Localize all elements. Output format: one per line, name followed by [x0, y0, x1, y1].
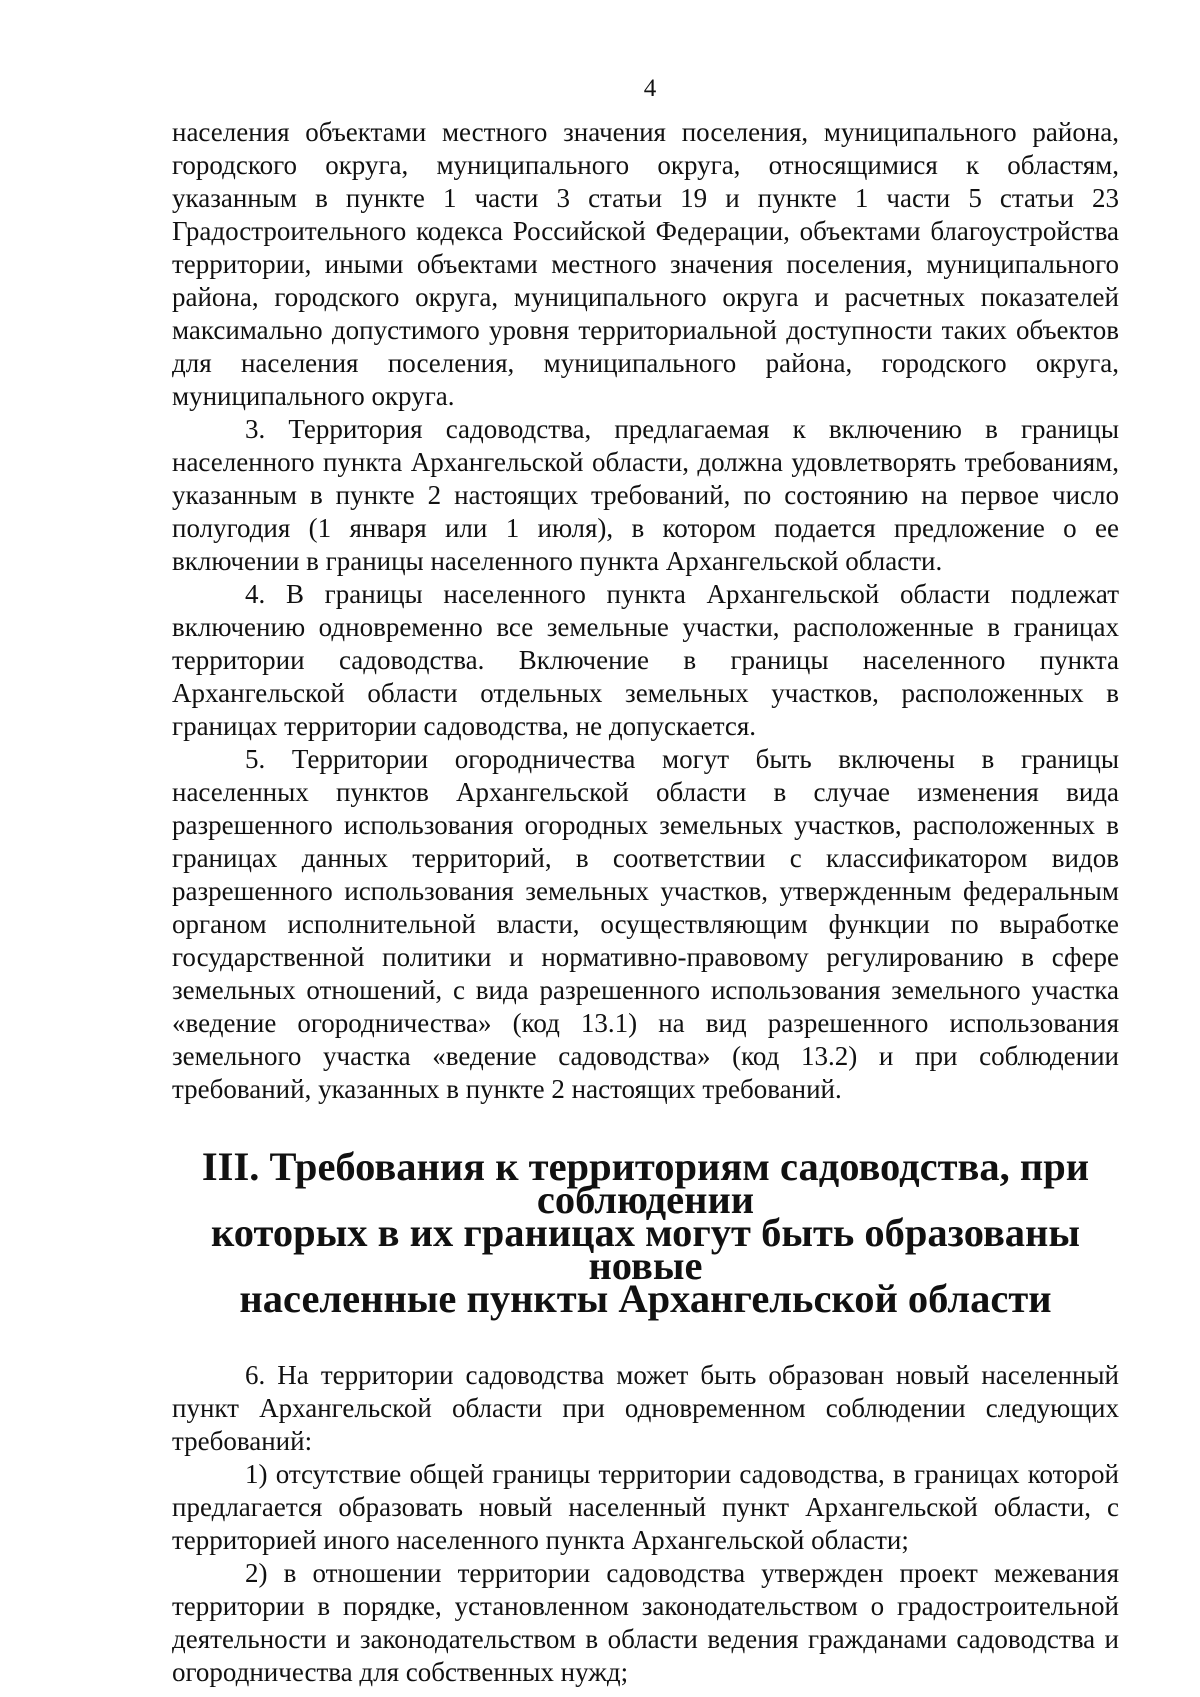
section-heading-line-3: населенные пункты Архангельской области: [239, 1276, 1052, 1321]
paragraph-item-6: 6. На территории садоводства может быть образован новый населенный пункт Архангельской области при одновременном соблюдении следующих требований:: [172, 1360, 1119, 1456]
paragraph-continuation: населения объектами местного значения поселения, муниципального района, городского округа, муниципального округа, относящимися к областям, указанным в пункте 1 части 3 статьи 19 и пункте 1 части 5 статьи 23 Градостроительного кодекса Российской Федерации, объектами благоустройства территории, иными объектами местного значения поселения, муниципального района, городского округа, муниципального округа и расчетных показателей максимально допустимого уровня территориальной доступности таких объектов для населения поселения, муниципального района, городского округа, муниципального округа.: [172, 117, 1119, 411]
section-heading-line-1: III. Требования к территориям садоводства, при соблюдении: [201, 1144, 1090, 1222]
paragraph-subitem-2: 2) в отношении территории садоводства утвержден проект межевания территории в порядке, установленном законодательством о градостроительной деятельности и законодательством в области ведения гражданами садоводства и огородничества для собственных нужд;: [172, 1558, 1119, 1687]
section-heading: [172, 1144, 1119, 1321]
paragraph-subitem-1: 1) отсутствие общей границы территории садоводства, в границах которой предлагается образовать новый населенный пункт Архангельской области, с территорией иного населенного пункта Архангельской области;: [172, 1459, 1119, 1555]
paragraph-item-4: 4. В границы населенного пункта Архангельской области подлежат включению одновременно все земельные участки, расположенные в границах территории садоводства. Включение в границы населенного пункта Архангельской области отдельных земельных участков, расположенных в границах территории садоводства, не допускается.: [172, 579, 1119, 741]
document-body: [172, 116, 1119, 1689]
page-number: 4: [643, 75, 657, 102]
section-heading-line-2: которых в их границах могут быть образованы новые: [210, 1210, 1081, 1288]
paragraph-item-3: 3. Территория садоводства, предлагаемая к включению в границы населенного пункта Архангельской области, должна удовлетворять требованиям, указанным в пункте 2 настоящих требований, по состоянию на первое число полугодия (1 января или 1 июля), в котором подается предложение о ее включении в границы населенного пункта Архангельской области.: [172, 414, 1119, 576]
paragraph-item-5: 5. Территории огородничества могут быть включены в границы населенных пунктов Архангельской области в случае изменения вида разрешенного использования огородных земельных участков, расположенных в границах данных территорий, в соответствии с классификатором видов разрешенного использования земельных участков, утвержденным федеральным органом исполнительной власти, осуществляющим функции по выработке государственной политики и нормативно-правовому регулированию в сфере земельных отношений, с вида разрешенного использования земельного участка «ведение огородничества» (код 13.1) на вид разрешенного использования земельного участка «ведение садоводства» (код 13.2) и при соблюдении требований, указанных в пункте 2 настоящих требований.: [172, 744, 1119, 1104]
